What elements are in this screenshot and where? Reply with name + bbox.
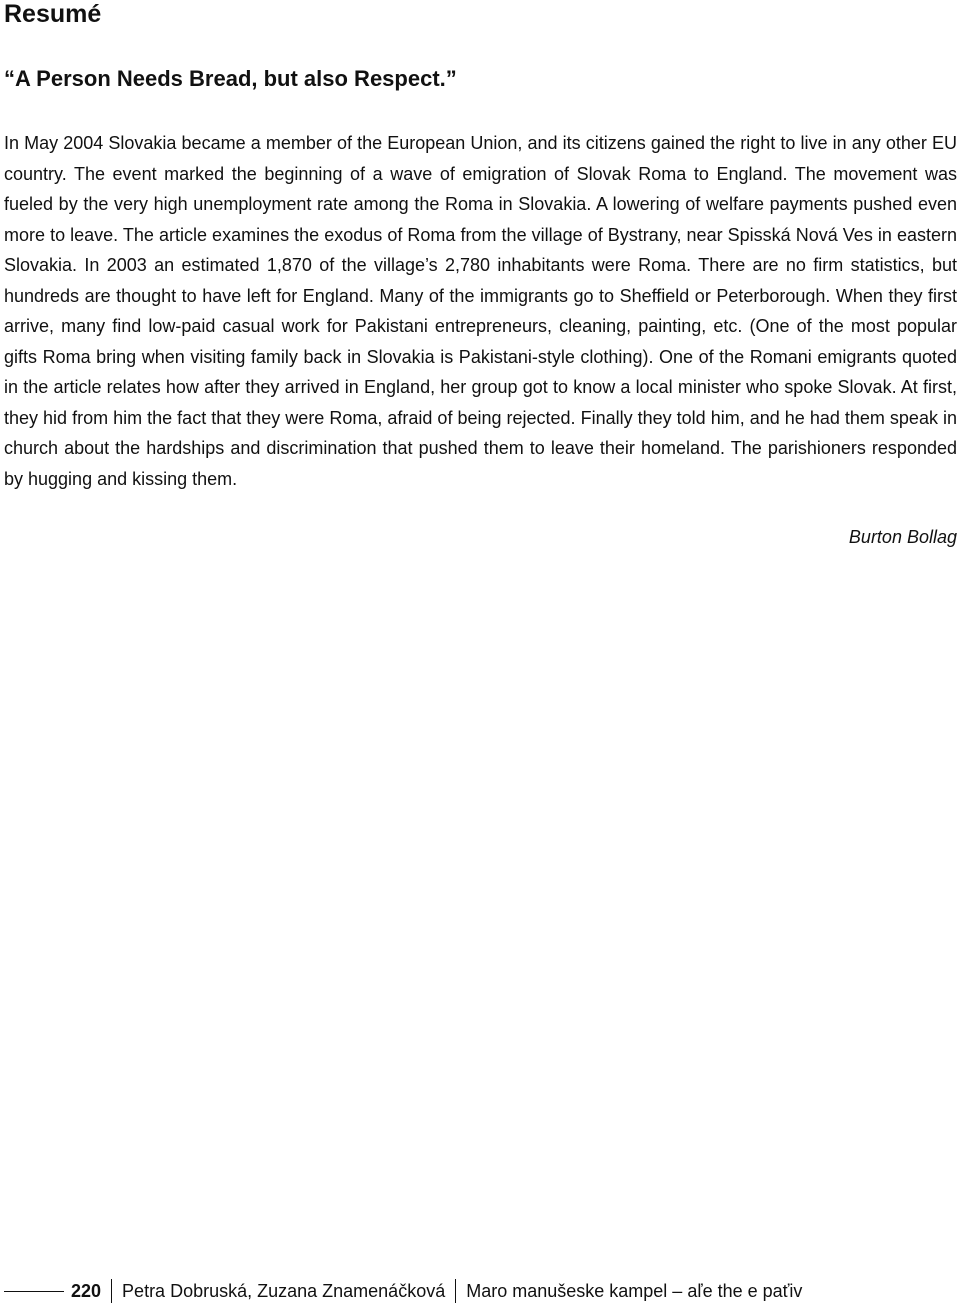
footer-separator xyxy=(455,1279,456,1303)
footer-rule xyxy=(4,1291,64,1292)
author-signature: Burton Bollag xyxy=(848,527,957,547)
footer-separator xyxy=(111,1279,112,1303)
page-footer xyxy=(4,1276,802,1306)
footer-book-title: Maro manušeske kampel – aľe the e paťiv xyxy=(466,1281,803,1301)
article-body: In May 2004 Slovakia became a member of the European Union, and its citizens gained the right to live in any other EU country. The event marked the beginning of a wave of emigration of Slovak Roma to England. The movement was fueled by the very high unemployment rate among the Roma in Slovakia. A lowering of welfare payments pushed even more to leave. The article examines the exodus of Roma from the village of Bystrany, near Spisská Nová Ves in eastern Slovakia. In 2003 an estimated 1,870 of the village’s 2,780 inhabitants were Roma. There are no firm statistics, but hundreds are thought to have left for England. Many of the immigrants go to Sheffield or Peterborough. When they first arrive, many find low-paid casual work for Pakistani entrepreneurs, cleaning, painting, etc. (One of the most popular gifts Roma bring when visiting family back in Slovakia is Pakistani-style clothing). One of the Romani emigrants quoted in the article relates how after they arrived in England, her group got to know a local minister who spoke Slovak. At first, they hid from him the fact that they were Roma, afraid of being rejected. Finally they told him, and he had them speak in church about the hardships and discrimination that pushed them to leave their homeland. The parishioners responded by hugging and kissing them. xyxy=(4,133,957,489)
footer-authors: Petra Dobruská, Zuzana Znamenáčková xyxy=(122,1281,446,1301)
article-title: “A Person Needs Bread, but also Respect.” xyxy=(4,66,457,91)
page-heading: Resumé xyxy=(4,0,102,28)
page-number: 220 xyxy=(71,1281,102,1301)
